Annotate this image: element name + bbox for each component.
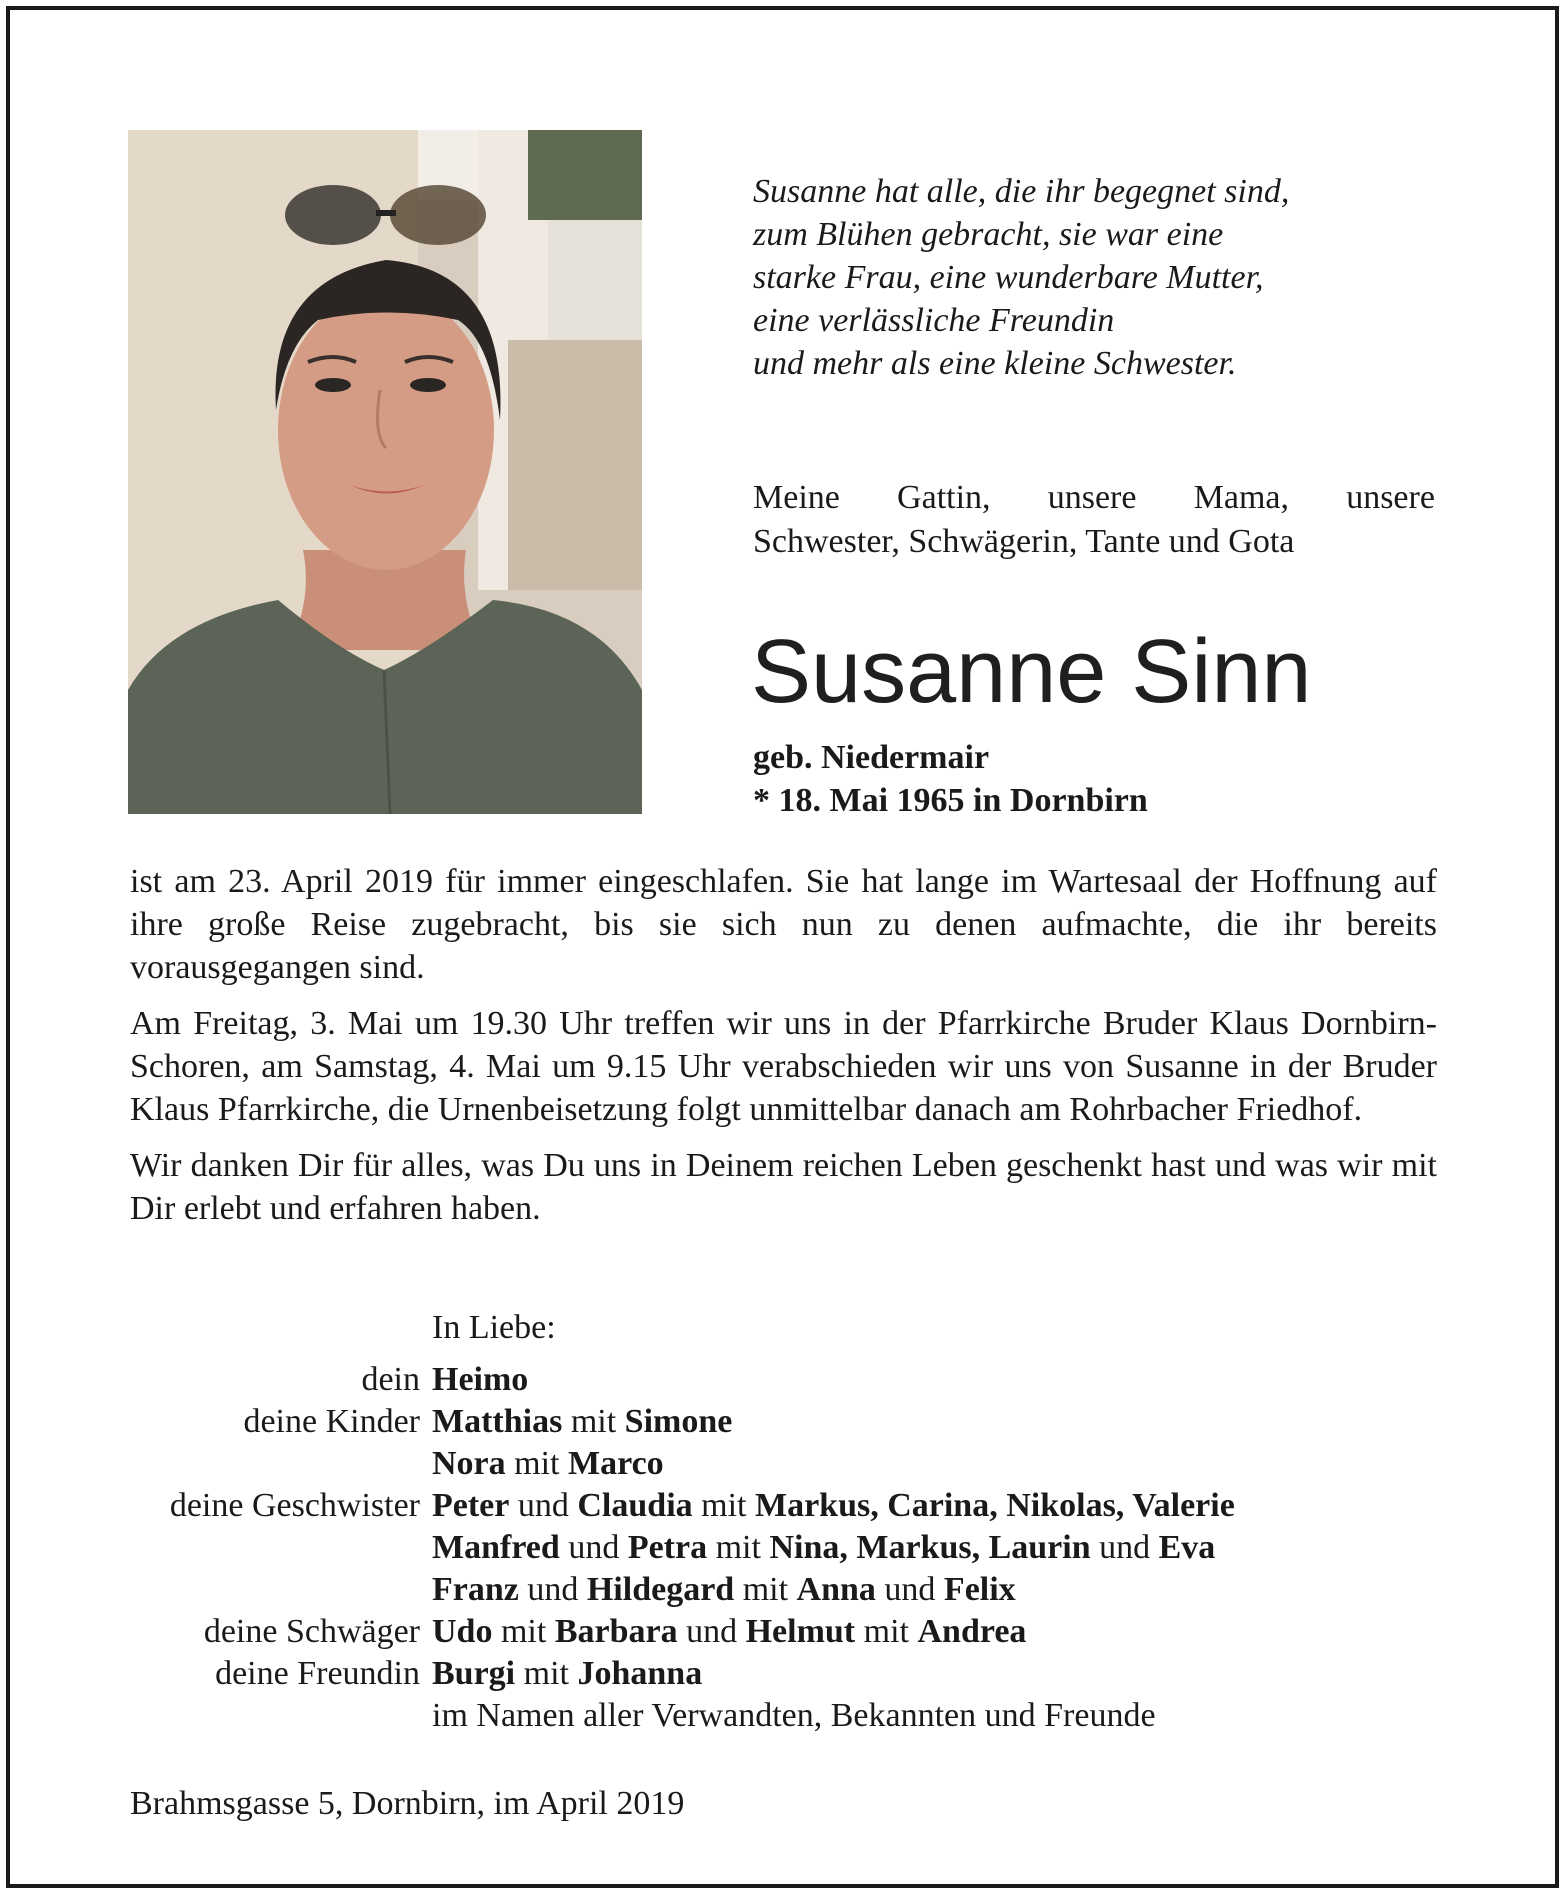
mourner-names — [432, 1653, 702, 1695]
address-footer: Brahmsgasse 5, Dornbirn, im April 2019 — [130, 1785, 685, 1822]
connector-text: mit — [707, 1529, 770, 1566]
intro-word: Gattin, — [897, 479, 991, 516]
poem-line: eine verlässliche Freundin — [753, 302, 1115, 339]
mourner-row — [130, 1485, 1510, 1527]
relation-label — [130, 1569, 432, 1611]
mourner-name: Markus, Carina, Nikolas, Valerie — [754, 1487, 1235, 1524]
relation-label — [130, 1695, 432, 1737]
mourner-row — [130, 1401, 1510, 1443]
mourner-row — [130, 1611, 1510, 1653]
mourner-names — [432, 1611, 1026, 1653]
mourner-row — [130, 1569, 1510, 1611]
body-paragraph: ist am 23. April 2019 für immer eingeschlafen. Sie hat lange im Wartesaal der Hoffnung auf ihre große Reise zugebracht, bis sie sich nun zu denen aufmachte, die ihr bereits vorausgegangen sind. — [130, 863, 1437, 986]
connector-text: mit — [515, 1655, 578, 1692]
mourner-names — [432, 1401, 732, 1443]
mourner-row — [130, 1695, 1510, 1737]
poem-quote — [753, 170, 1473, 385]
signoff-heading: In Liebe: — [432, 1309, 556, 1346]
poem-line: und mehr als eine kleine Schwester. — [753, 345, 1237, 382]
connector-text: und — [1090, 1529, 1159, 1566]
mourner-name: Helmut — [745, 1613, 856, 1650]
connector-text: und — [509, 1487, 578, 1524]
mourner-row — [130, 1527, 1510, 1569]
connector-text: und — [518, 1571, 587, 1608]
mourner-name: Simone — [624, 1403, 733, 1440]
mourner-name: Manfred — [432, 1529, 560, 1566]
mourner-names — [432, 1485, 1235, 1527]
birth-info — [753, 736, 1148, 822]
relation-label: deine Kinder — [243, 1403, 420, 1440]
connector-text: und — [559, 1529, 628, 1566]
intro-word: unsere — [1346, 479, 1435, 516]
mourner-row — [130, 1653, 1510, 1695]
relation-label: deine Freundin — [215, 1655, 420, 1692]
relation-label — [130, 1443, 432, 1485]
mourner-name: Heimo — [432, 1361, 529, 1398]
deceased-name: Susanne Sinn — [751, 622, 1312, 722]
mourner-name: Udo — [432, 1613, 493, 1650]
mourner-names — [432, 1443, 664, 1485]
mourner-name: Felix — [943, 1571, 1016, 1608]
mourner-name: Nora — [432, 1445, 506, 1482]
relation-label — [130, 1527, 432, 1569]
connector-text: mit — [692, 1487, 755, 1524]
connector-text: im Namen aller Verwandten, Bekannten und Freunde — [432, 1697, 1156, 1734]
connector-text: und — [677, 1613, 746, 1650]
mourner-name: Nina, Markus, Laurin — [769, 1529, 1091, 1566]
mourner-names — [432, 1527, 1215, 1569]
poem-line: Susanne hat alle, die ihr begegnet sind, — [753, 173, 1290, 210]
notice-body — [130, 860, 1437, 1243]
mourner-name: Andrea — [917, 1613, 1027, 1650]
connector-text: mit — [734, 1571, 797, 1608]
body-paragraph: Am Freitag, 3. Mai um 19.30 Uhr treffen wir uns in der Pfarrkirche Bruder Klaus Dornbirn-Schoren, am Samstag, 4. Mai um 9.15 Uhr verabschieden wir uns von Susanne in der Bruder Klaus Pfarrkirche, die Urnenbeisetzung folgt unmittelbar danach am Rohrbacher Friedhof. — [130, 1005, 1437, 1128]
mourner-name: Burgi — [432, 1655, 516, 1692]
intro-line-2: Schwester, Schwägerin, Tante und Gota — [753, 523, 1295, 560]
mourner-name: Barbara — [554, 1613, 678, 1650]
mourner-name: Johanna — [577, 1655, 703, 1692]
connector-text: mit — [505, 1445, 568, 1482]
intro-word: unsere — [1047, 479, 1137, 516]
relation-label: dein — [361, 1361, 420, 1398]
connector-text: mit — [855, 1613, 918, 1650]
mourner-name: Claudia — [577, 1487, 693, 1524]
maiden-name: geb. Niedermair — [753, 739, 990, 776]
birth-date: * 18. Mai 1965 in Dornbirn — [753, 782, 1148, 819]
relation-intro — [753, 476, 1435, 564]
connector-text: mit — [562, 1403, 625, 1440]
mourner-names — [432, 1359, 528, 1401]
mourner-name: Petra — [627, 1529, 708, 1566]
mourner-name: Marco — [568, 1445, 664, 1482]
mourner-name: Eva — [1158, 1529, 1216, 1566]
mourner-names — [432, 1695, 1156, 1737]
mourner-name: Anna — [796, 1571, 876, 1608]
intro-word: Mama, — [1193, 479, 1290, 516]
relation-label: deine Schwäger — [203, 1613, 420, 1650]
connector-text: und — [875, 1571, 944, 1608]
mourner-name: Peter — [432, 1487, 510, 1524]
relation-label: deine Geschwister — [169, 1487, 420, 1524]
intro-word: Meine — [753, 479, 840, 516]
mourner-row — [130, 1443, 1510, 1485]
poem-line: zum Blühen gebracht, sie war eine — [753, 216, 1224, 253]
body-paragraph: Wir danken Dir für alles, was Du uns in Deinem reichen Leben geschenkt hast und was wir mit Dir erlebt und erfahren haben. — [130, 1147, 1437, 1227]
mourner-names — [432, 1569, 1016, 1611]
connector-text: mit — [492, 1613, 555, 1650]
mourner-name: Franz — [432, 1571, 519, 1608]
mourner-name: Hildegard — [586, 1571, 735, 1608]
mourner-row — [130, 1359, 1510, 1401]
portrait-photo — [128, 130, 642, 814]
mourner-name: Matthias — [432, 1403, 563, 1440]
mourners-list — [130, 1307, 1510, 1737]
poem-line: starke Frau, eine wunderbare Mutter, — [753, 259, 1264, 296]
